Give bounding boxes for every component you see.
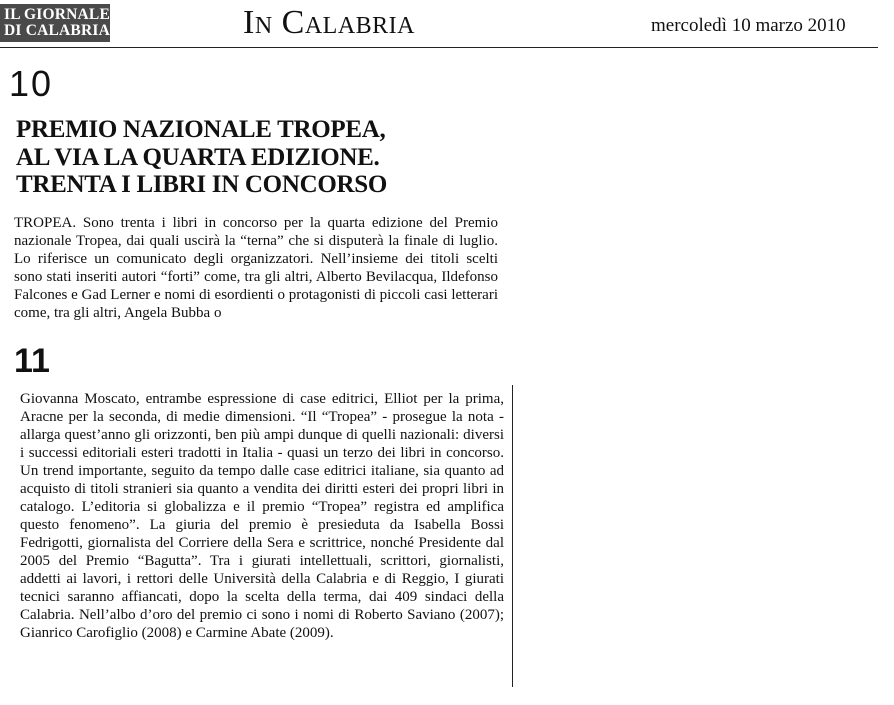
article-headline [16, 116, 506, 199]
newspaper-logo [0, 4, 110, 42]
issue-date: mercoledì 10 marzo 2010 [651, 15, 846, 36]
page-number-first: 10 [9, 63, 54, 104]
section-title: In Calabria [243, 4, 415, 41]
headline-line-3: TRENTA I LIBRI IN CONCORSO [16, 171, 387, 198]
headline-line-2: AL VIA LA QUARTA EDIZIONE. [16, 143, 380, 171]
article-body-part-2: Giovanna Moscato, entrambe espressione di case editrici, Elliot per la prima, Aracne per la seconda, di medie dimensioni. “Il “Tropea” - prosegue la nota - allarga quest’anno gli orizzonti, ben più ampi dunque di quelli nazionali: diversi i successi editoriali esteri tradotti in Italia - quasi un terzo dei libri in concorso. Un trend importante, seguito da tempo dalle case editrici italiane, sia quanto ad acquisto di titoli stranieri sia quanto a vendita dei diritti esteri dei propri libri in catalogo. L’editoria si globalizza e il premio “Tropea” registra ed amplifica questo fenomeno”. La giuria del premio è presieduta da Isabella Bossi Fedrigotti, giornalista del Corriere della Sera e scrittrice, nonché Presidente dal 2005 del Premio “Bagutta”. Tra i giurati intellettuali, scrittori, giornalisti, addetti ai lavori, i rettori delle Università della Calabria e di Reggio, I giurati tecnici saranno affiancati, dopo la scelta della terma, dai 409 sindaci della Calabria. Nell’albo d’oro del premio ci sono i nomi di Roberto Saviano (2007); Gianrico Carofiglio (2008) e Carmine Abate (2009). [20, 391, 504, 641]
headline-line-1: PREMIO NAZIONALE TROPEA, [16, 116, 386, 143]
article-body-part-1: TROPEA. Sono trenta i libri in concorso per la quarta edizione del Premio nazionale Tropea, dai quali uscirà la “terna” che si disputerà la finale di luglio. Lo riferisce un comunicato degli organizzatori. Nell’insieme dei titoli scelti sono stati inseriti autori “forti” come, tra gli altri, Alberto Bevilacqua, Ildefonso Falcones e Gad Lerner e nomi di esordienti o protagonisti di piccoli casi letterari come, tra gli altri, Angela Bubba o [14, 215, 498, 321]
logo-line-1: IL GIORNALE [4, 6, 110, 23]
masthead-rule [0, 47, 878, 48]
logo-line-2: DI CALABRIA [4, 22, 110, 39]
page-number-second: 11 [14, 342, 50, 380]
column-rule [512, 385, 513, 687]
